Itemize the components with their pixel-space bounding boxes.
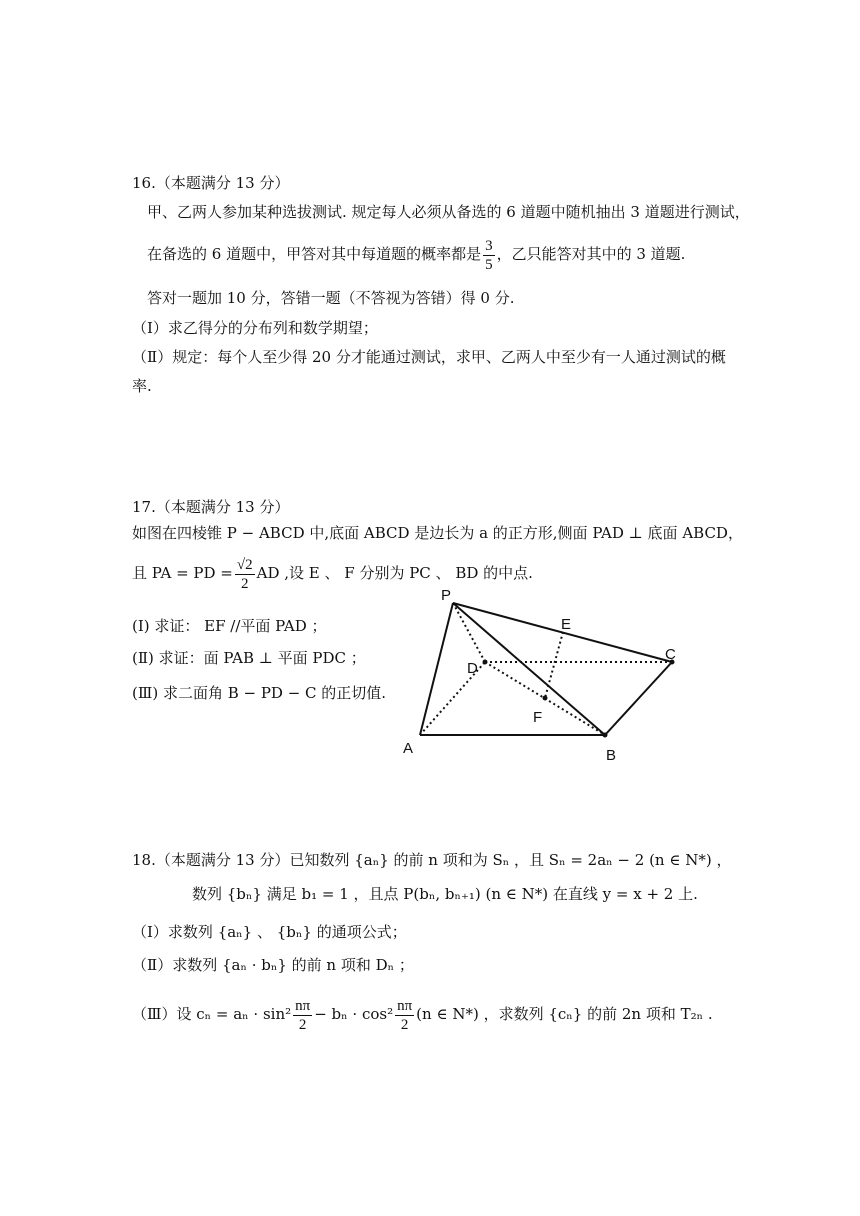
q18-part3-post: (n ∈ N*) ，求数列 {cₙ} 的前 2n 项和 T₂ₙ . bbox=[416, 1005, 713, 1023]
q18-frac2-den: 2 bbox=[400, 1016, 409, 1033]
q18-part3 bbox=[132, 992, 713, 1036]
pyramid-figure bbox=[395, 585, 705, 765]
q18-part3-mid: − bₙ · cos² bbox=[314, 1005, 394, 1023]
q18-line2: 数列 {bₙ} 满足 b₁ = 1 ，且点 P(bₙ, bₙ₊₁) (n ∈ N*) 在直线 y = x + 2 上. bbox=[192, 885, 698, 903]
q16-line2-post: ，乙只能答对其中的 3 道题. bbox=[496, 245, 686, 263]
q18-frac2-num: nπ bbox=[397, 997, 413, 1014]
label-B: B bbox=[606, 747, 617, 764]
q16-fraction bbox=[483, 237, 495, 274]
q16-frac-num: 3 bbox=[485, 237, 493, 254]
q17-frac-num: √2 bbox=[236, 556, 253, 573]
label-C: C bbox=[665, 646, 676, 663]
q17-line2-pre: 且 PA = PD = bbox=[132, 564, 233, 582]
q18-part1: （Ⅰ）求数列 {aₙ} 、 {bₙ} 的通项公式； bbox=[132, 923, 407, 941]
q18-part2: （Ⅱ）求数列 {aₙ · bₙ} 的前 n 项和 Dₙ ； bbox=[132, 956, 414, 974]
q17-frac-den: 2 bbox=[241, 575, 249, 592]
q16-part2-cont: 率. bbox=[132, 377, 152, 395]
q16-line2 bbox=[147, 234, 685, 274]
q17-part2: (Ⅱ) 求证：面 PAB ⊥ 平面 PDC ； bbox=[132, 649, 366, 667]
q18-fraction-2 bbox=[395, 997, 414, 1034]
point-D bbox=[483, 660, 488, 665]
q16-line3: 答对一题加 10 分，答错一题（不答视为答错）得 0 分. bbox=[147, 289, 515, 307]
q16-line1: 甲、乙两人参加某种选拔测试. 规定每人必须从备选的 6 道题中随机抽出 3 道题进行测试， bbox=[147, 203, 750, 221]
label-E: E bbox=[561, 616, 572, 633]
q18-frac1-den: 2 bbox=[298, 1016, 307, 1033]
q16-frac-den: 5 bbox=[485, 256, 493, 273]
q17-part1: (Ⅰ) 求证： EF //平面 PAD ； bbox=[132, 617, 327, 635]
q16-line2-pre: 在备选的 6 道题中，甲答对其中每道题的概率都是 bbox=[147, 245, 482, 263]
q17-line2-post: AD ,设 E 、 F 分别为 PC 、 BD 的中点. bbox=[256, 564, 533, 582]
label-D: D bbox=[467, 660, 478, 677]
point-B bbox=[603, 733, 608, 738]
point-F bbox=[543, 696, 548, 701]
label-A: A bbox=[403, 740, 414, 757]
q17-part3: (Ⅲ) 求二面角 B − PD − C 的正切值. bbox=[132, 684, 387, 702]
q18-fraction-1 bbox=[293, 997, 312, 1034]
q16-part2: （Ⅱ）规定：每个人至少得 20 分才能通过测试，求甲、乙两人中至少有一人通过测试的概 bbox=[132, 348, 726, 366]
q17-fraction bbox=[235, 556, 255, 593]
label-P: P bbox=[441, 587, 452, 604]
q18-part3-pre: （Ⅲ）设 cₙ = aₙ · sin² bbox=[132, 1005, 292, 1023]
q16-part1: （Ⅰ）求乙得分的分布列和数学期望； bbox=[132, 319, 378, 337]
q18-frac1-num: nπ bbox=[295, 997, 311, 1014]
segment-EF-hidden bbox=[545, 632, 563, 698]
q16-header: 16.（本题满分 13 分） bbox=[132, 174, 290, 192]
q17-line1: 如图在四棱锥 P − ABCD 中,底面 ABCD 是边长为 a 的正方形,侧面 PAD ⊥ 底面 ABCD， bbox=[132, 524, 743, 542]
edge-PD-hidden bbox=[453, 603, 485, 662]
q17-header: 17.（本题满分 13 分） bbox=[132, 498, 290, 516]
edge-BC bbox=[605, 662, 672, 735]
q18-header: 18.（本题满分 13 分）已知数列 {aₙ} 的前 n 项和为 Sₙ ，且 Sₙ = 2aₙ − 2 (n ∈ N*) ， bbox=[132, 851, 732, 869]
label-F: F bbox=[533, 709, 543, 726]
